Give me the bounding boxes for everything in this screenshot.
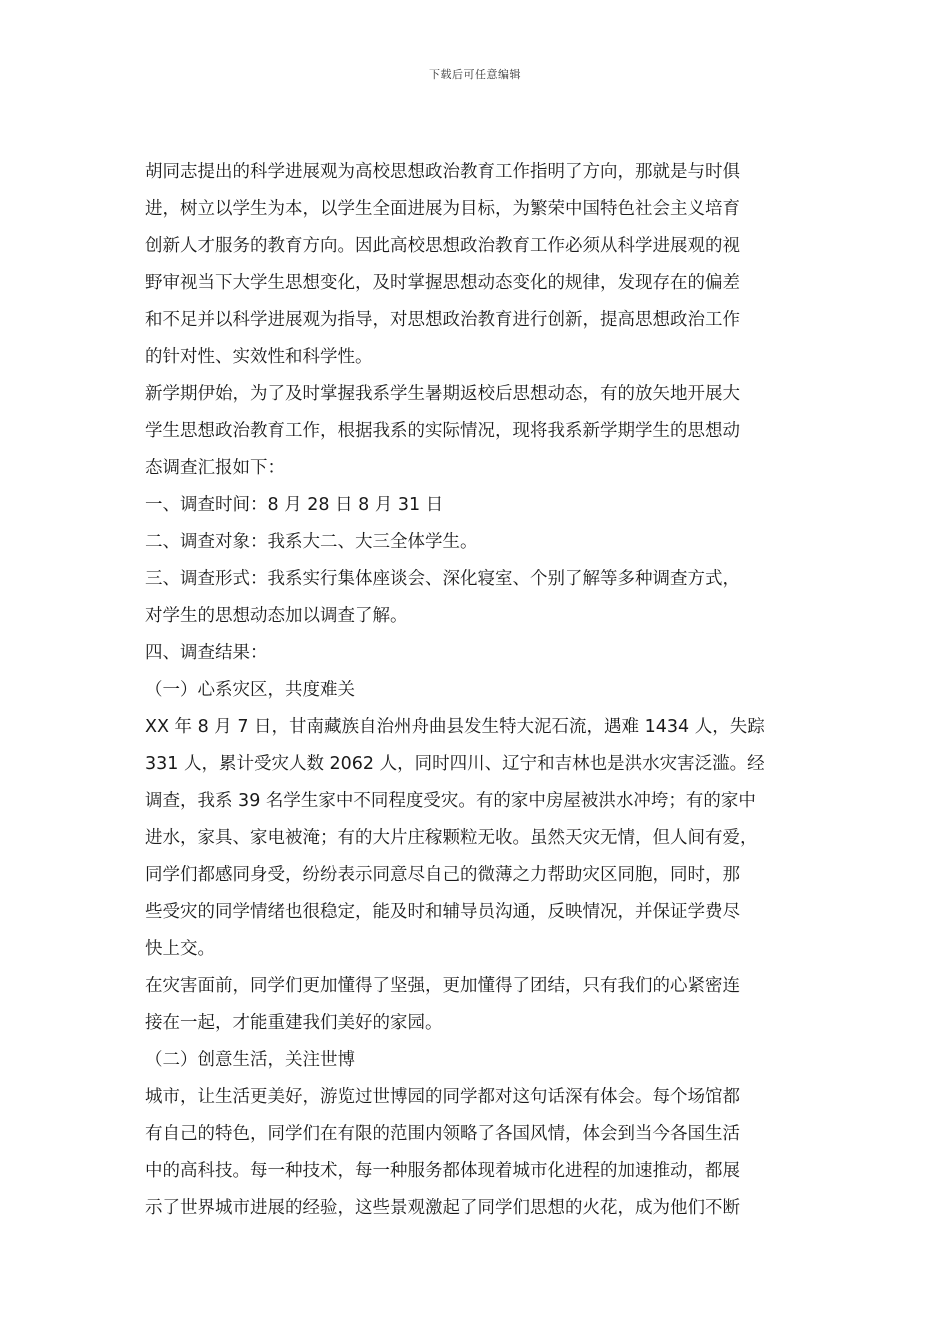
text-line: 创新人才服务的教育方向。因此高校思想政治教育工作必须从科学进展观的视	[145, 236, 740, 256]
text-line: 的针对性、实效性和科学性。	[145, 347, 373, 367]
text-line: 331 人，累计受灾人数 2062 人，同时四川、辽宁和吉林也是洪水灾害泛滥。经	[145, 754, 765, 774]
text-line: 四、调查结果：	[145, 643, 268, 663]
text-line: 有自己的特色，同学们在有限的范围内领略了各国风情，体会到当今各国生活	[145, 1124, 740, 1144]
text-line: 野审视当下大学生思想变化，及时掌握思想动态变化的规律，发现存在的偏差	[145, 273, 740, 293]
text-line: 新学期伊始，为了及时掌握我系学生暑期返校后思想动态，有的放矢地开展大	[145, 384, 740, 404]
text-line: 二、调查对象：我系大二、大三全体学生。	[145, 532, 478, 552]
text-line: 态调查汇报如下：	[145, 458, 285, 478]
text-line: 学生思想政治教育工作，根据我系的实际情况，现将我系新学期学生的思想动	[145, 421, 740, 441]
text-line: 示了世界城市进展的经验，这些景观激起了同学们思想的火花，成为他们不断	[145, 1198, 740, 1218]
text-line: 对学生的思想动态加以调查了解。	[145, 606, 408, 626]
text-line: 一、调查时间：8 月 28 日 8 月 31 日	[145, 495, 444, 515]
text-line: （二）创意生活，关注世博	[145, 1050, 355, 1070]
text-line: 快上交。	[145, 939, 215, 959]
text-line: 调查，我系 39 名学生家中不同程度受灾。有的家中房屋被洪水冲垮；有的家中	[145, 791, 756, 811]
text-line: 三、调查形式：我系实行集体座谈会、深化寝室、个别了解等多种调查方式，	[145, 569, 740, 589]
text-line: 在灾害面前，同学们更加懂得了坚强，更加懂得了团结，只有我们的心紧密连	[145, 976, 740, 996]
text-line: 中的高科技。每一种技术，每一种服务都体现着城市化进程的加速推动，都展	[145, 1161, 740, 1181]
document-body	[145, 154, 807, 1227]
text-line: 接在一起，才能重建我们美好的家园。	[145, 1013, 443, 1033]
text-line: （一）心系灾区，共度难关	[145, 680, 355, 700]
text-line: 进，树立以学生为本，以学生全面进展为目标，为繁荣中国特色社会主义培育	[145, 199, 740, 219]
text-line: XX 年 8 月 7 日，甘南藏族自治州舟曲县发生特大泥石流，遇难 1434 人，失踪	[145, 717, 765, 737]
page-header: 下载后可任意编辑	[429, 68, 521, 81]
text-line: 胡同志提出的科学进展观为高校思想政治教育工作指明了方向，那就是与时俱	[145, 162, 740, 182]
text-line: 进水，家具、家电被淹；有的大片庄稼颗粒无收。虽然天灾无情，但人间有爱，	[145, 828, 758, 848]
text-line: 同学们都感同身受，纷纷表示同意尽自己的微薄之力帮助灾区同胞，同时，那	[145, 865, 740, 885]
text-line: 些受灾的同学情绪也很稳定，能及时和辅导员沟通，反映情况，并保证学费尽	[145, 902, 740, 922]
text-line: 和不足并以科学进展观为指导，对思想政治教育进行创新，提高思想政治工作	[145, 310, 740, 330]
text-line: 城市，让生活更美好，游览过世博园的同学都对这句话深有体会。每个场馆都	[145, 1087, 740, 1107]
